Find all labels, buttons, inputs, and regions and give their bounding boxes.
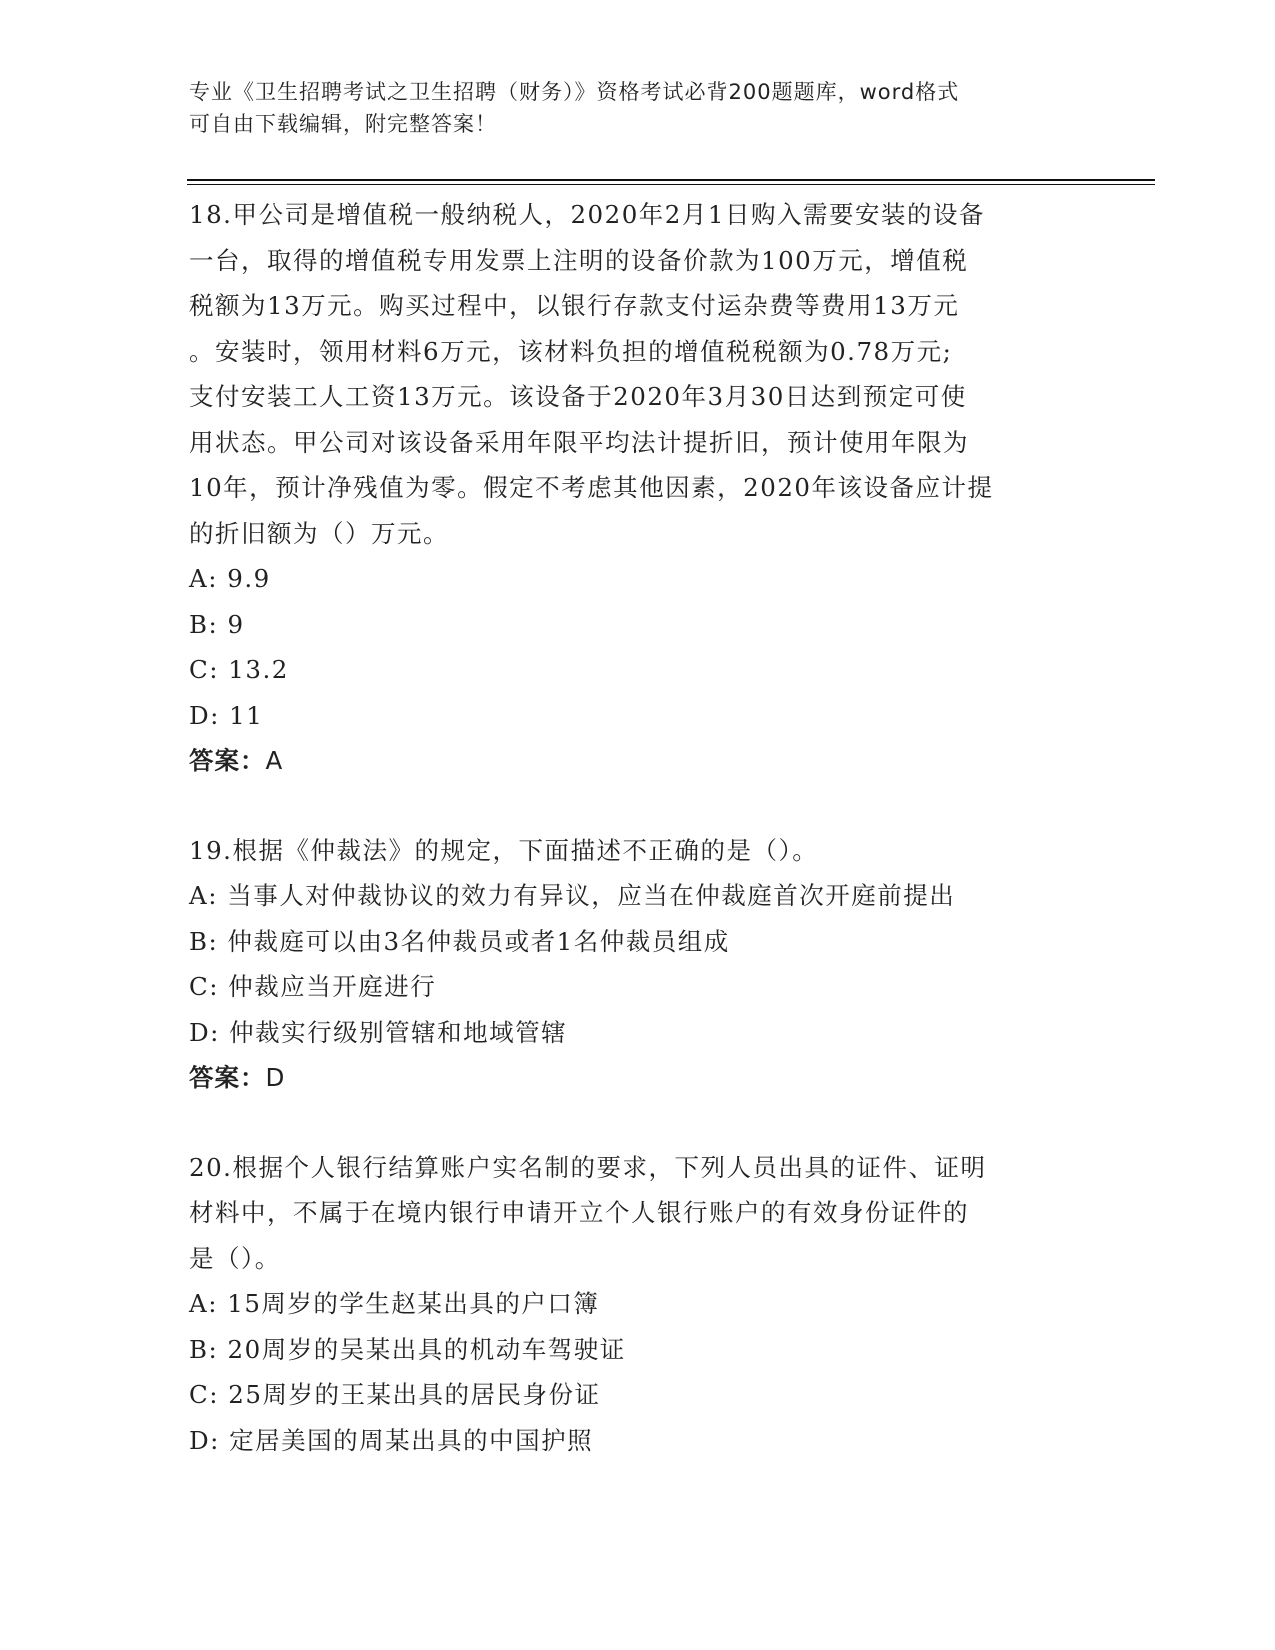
- stem-line: 一台，取得的增值税专用发票上注明的设备价款为100万元，增值税: [189, 245, 969, 275]
- answer-value: D: [265, 1063, 286, 1092]
- option-a: A: 9.9: [189, 564, 271, 593]
- stem-line: 用状态。甲公司对该设备采用年限平均法计提折旧，预计使用年限为: [189, 427, 969, 457]
- question-20: [189, 1145, 1089, 1464]
- stem-line: 是（）。: [189, 1243, 281, 1273]
- option-c: C: 仲裁应当开庭进行: [189, 972, 437, 1001]
- stem-line: 。安装时，领用材料6万元，该材料负担的增值税税额为0.78万元;: [189, 336, 953, 366]
- option-b: B: 20周岁的吴某出具的机动车驾驶证: [189, 1334, 626, 1364]
- answer-label: 答案：: [189, 746, 266, 775]
- stem-line: 10年，预计净残值为零。假定不考虑其他因素，2020年该设备应计提: [189, 473, 994, 502]
- stem-line: 18.甲公司是增值税一般纳税人，2020年2月1日购入需要安装的设备: [189, 200, 985, 229]
- option-d: D: 11: [189, 700, 264, 730]
- header-line-1: 专业《卫生招聘考试之卫生招聘（财务）》资格考试必背200题题库，word格式: [189, 80, 960, 104]
- option-a: A: 15周岁的学生赵某出具的户口簿: [189, 1289, 600, 1318]
- question-stem: [189, 1145, 1089, 1282]
- header-divider-thin: [187, 184, 1155, 185]
- option-c: C: 25周岁的王某出具的居民身份证: [189, 1380, 601, 1409]
- question-list: [189, 192, 1089, 1507]
- option-d: D: 仲裁实行级别管辖和地域管辖: [189, 1017, 568, 1047]
- header-line-2: 可自由下载编辑，附完整答案！: [189, 112, 497, 136]
- option-a: A: 当事人对仲裁协议的效力有异议，应当在仲裁庭首次开庭前提出: [189, 881, 956, 910]
- stem-line: 的折旧额为（）万元。: [189, 518, 449, 548]
- stem-line: 材料中，不属于在境内银行申请开立个人银行账户的有效身份证件的: [189, 1198, 969, 1227]
- stem-line: 税额为13万元。购买过程中，以银行存款支付运杂费等费用13万元: [189, 291, 960, 320]
- question-18: [189, 192, 1089, 784]
- option-d: D: 定居美国的周某出具的中国护照: [189, 1425, 594, 1455]
- answer-line: [189, 738, 1089, 784]
- answer-value: A: [265, 746, 284, 775]
- header-divider-thick: [187, 179, 1155, 181]
- answer-line: [189, 1055, 1089, 1101]
- question-stem: [189, 828, 1089, 874]
- question-stem: [189, 192, 1089, 556]
- stem-line: 19.根据《仲裁法》的规定，下面描述不正确的是（）。: [189, 835, 819, 865]
- answer-label: 答案：: [189, 1063, 266, 1092]
- stem-line: 支付安装工人工资13万元。该设备于2020年3月30日达到预定可使: [189, 382, 967, 411]
- option-b: B: 9: [189, 609, 245, 639]
- question-19: [189, 828, 1089, 1101]
- stem-line: 20.根据个人银行结算账户实名制的要求，下列人员出具的证件、证明: [189, 1152, 987, 1182]
- option-b: B: 仲裁庭可以由3名仲裁员或者1名仲裁员组成: [189, 926, 730, 956]
- option-c: C: 13.2: [189, 655, 289, 684]
- page-header: [189, 76, 1089, 140]
